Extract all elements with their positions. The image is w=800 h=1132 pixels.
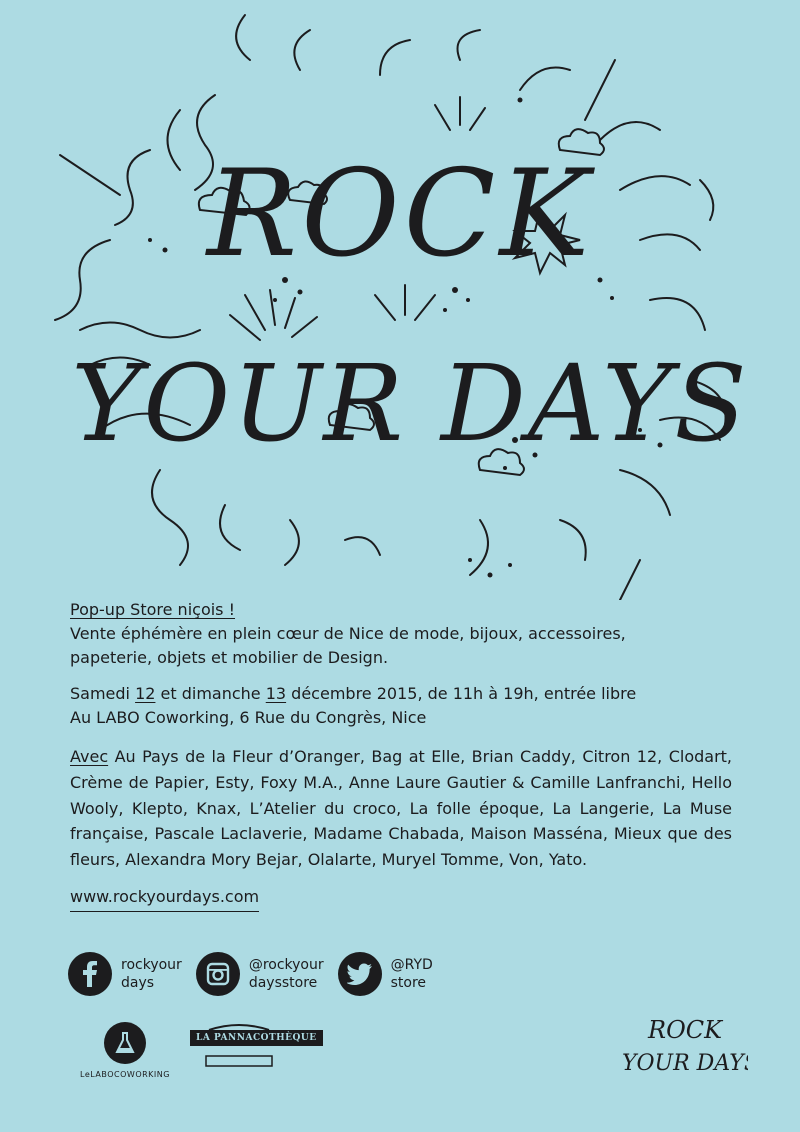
hero-title-your-days: YOUR DAYS (71, 342, 749, 465)
venue-line: Au LABO Coworking, 6 Rue du Congrès, Nice (70, 708, 427, 727)
corner-logo-line-2: YOUR DAYS (622, 1051, 748, 1076)
corner-logo-line-1: ROCK (648, 1016, 723, 1044)
exhibitors-paragraph (70, 744, 732, 873)
twitter-handle-line-1: @RYD (390, 957, 433, 973)
twitter-handle-line-2: store (390, 975, 427, 991)
labo-coworking-logo (80, 1022, 170, 1079)
intro-heading-text: Pop-up Store niçois ! (70, 600, 236, 619)
facebook-handle-line-1: rockyour (121, 957, 182, 973)
instagram-icon (196, 952, 240, 996)
twitter-icon (338, 952, 382, 996)
exhibitors-list: Au Pays de la Fleur d’Oranger, Bag at Elle, Brian Caddy, Citron 12, Clodart, Crème de Papier, Esty, Foxy M.A., Anne Laure Gautier & Camille Lanfranchi, Hello Wooly, Klepto, Knax, L’Atelier du croco, La folle époque, La Langerie, La Muse française, Pascale Laclaverie, Madame Chabada, Maison Masséna, Mieux que des fleurs, Alexandra Mory Bejar, Olalarte, Muryel Tomme, Von, Yato. (70, 747, 732, 870)
flask-icon (104, 1022, 146, 1064)
instagram-handle (249, 956, 324, 992)
intro-line-1: Vente éphémère en plein cœur de Nice de mode, bijoux, accessoires, (70, 624, 626, 643)
pannacotheque-emblem (184, 1020, 294, 1070)
social-facebook[interactable] (68, 952, 182, 996)
dates-pre: Samedi (70, 684, 136, 703)
facebook-handle (121, 956, 182, 992)
facebook-handle-line-2: days (121, 975, 155, 991)
labo-coworking-text: LeLABOCOWORKING (80, 1070, 170, 1079)
dates-mid: et dimanche (155, 684, 266, 703)
intro-heading (70, 598, 732, 622)
hero-title-rock: ROCK (206, 145, 594, 284)
dates-line (70, 682, 732, 706)
pannacotheque-logo (190, 1030, 323, 1046)
website-link[interactable]: www.rockyourdays.com (70, 885, 259, 912)
social-twitter[interactable] (338, 952, 433, 996)
pannacotheque-banner: LA PANNACOTHÈQUE (190, 1030, 323, 1046)
exhibitors-label: Avec (70, 747, 109, 766)
instagram-handle-line-1: @rockyour (248, 957, 324, 973)
social-instagram[interactable] (196, 952, 324, 996)
date-day-1: 12 (135, 684, 156, 703)
event-details (70, 598, 732, 912)
twitter-handle (391, 956, 433, 992)
date-day-2: 13 (265, 684, 287, 703)
dates-block (70, 682, 732, 730)
social-links (68, 952, 447, 996)
instagram-handle-line-2: daysstore (248, 975, 318, 991)
dates-post: décembre 2015, de 11h à 19h, entrée libre (286, 684, 637, 703)
intro-line-2: papeterie, objets et mobilier de Design. (70, 648, 389, 667)
facebook-icon (68, 952, 112, 996)
corner-rock-your-days-logo (618, 1010, 748, 1080)
